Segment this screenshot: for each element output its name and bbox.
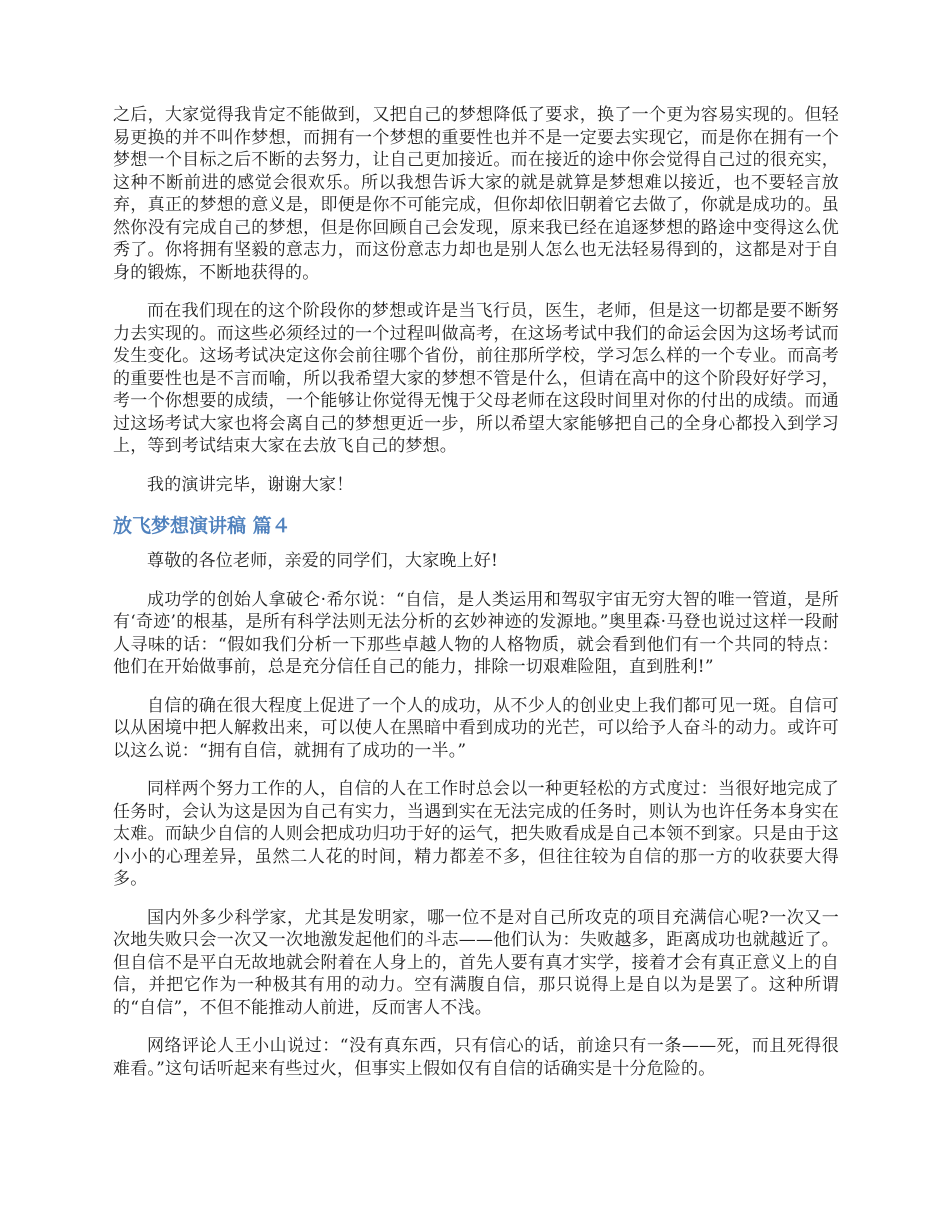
paragraph: 而在我们现在的这个阶段你的梦想或许是当飞行员，医生，老师，但是这一切都是要不断努力去实现的。而这些必须经过的一个过程叫做高考，在这场考试中我们的命运会因为这场考试而发生变化。这场考试决定这你会前往哪个省份，前往那所学校，学习怎么样的一个专业。而高考的重要性也是不言而喻，所以我希望大家的梦想不管是什么，但请在高中的这个阶段好好学习，考一个你想要的成绩，一个能够让你觉得无愧于父母老师在这段时间里对你的付出的成绩。而通过这场考试大家也将会离自己的梦想更近一步，所以希望大家能够把自己的全身心都投入到学习上，等到考试结束大家在去放飞自己的梦想。 <box>113 301 839 456</box>
paragraph: 之后，大家觉得我肯定不能做到，又把自己的梦想降低了要求，换了一个更为容易实现的。但轻易更换的并不叫作梦想，而拥有一个梦想的重要性也并不是一定要去实现它，而是你在拥有一个梦想一个目标之后不断的去努力，让自己更加接近。而在接近的途中你会觉得自己过的很充实，这种不断前进的感觉会很欢乐。所以我想告诉大家的就是就算是梦想难以接近，也不要轻言放弃，真正的梦想的意义是，即便是你不可能完成，但你却依旧朝着它去做了，你就是成功的。虽然你没有完成自己的梦想，但是你回顾自己会发现，原来我已经在追逐梦想的路途中变得这么优秀了。你将拥有坚毅的意志力，而这份意志力却也是别人怎么也无法轻易得到的，这都是对于自身的锻炼，不断地获得的。 <box>113 105 839 283</box>
paragraph: 成功学的创始人拿破仑·希尔说：“自信，是人类运用和驾驭宇宙无穷大智的唯一管道，是所有‘奇迹’的根基，是所有科学法则无法分析的玄妙神迹的发源地。”奥里森·马登也说过这样一段耐人寻味的话：“假如我们分析一下那些卓越人物的人格物质，就会看到他们有一个共同的特点：他们在开始做事前，总是充分信任自己的能力，排除一切艰难险阻，直到胜利!” <box>113 589 839 677</box>
closing-line: 我的演讲完毕，谢谢大家！ <box>147 474 354 495</box>
paragraph: 国内外多少科学家，尤其是发明家，哪一位不是对自己所攻克的项目充满信心呢?一次又一次地失败只会一次又一次地激发起他们的斗志——他们认为：失败越多，距离成功也就越近了。但自信不是平白无故地就会附着在人身上的，首先人要有真才实学，接着才会有真正意义上的自信，并把它作为一种极其有用的动力。空有满腹自信，那只说得上是自以为是罢了。这种所谓的“自信”，不但不能推动人前进，反而害人不浅。 <box>113 907 839 1018</box>
paragraph: 自信的确在很大程度上促进了一个人的成功，从不少人的创业史上我们都可见一斑。自信可以从困境中把人解救出来，可以使人在黑暗中看到成功的光芒，可以给予人奋斗的动力。或许可以这么说：“拥有自信，就拥有了成功的一半。” <box>113 695 839 761</box>
section-heading: 放飞梦想演讲稿 篇４ <box>113 515 291 537</box>
greeting-paragraph: 尊敬的各位老师，亲爱的同学们，大家晚上好! <box>147 551 499 571</box>
paragraph: 同样两个努力工作的人，自信的人在工作时总会以一种更轻松的方式度过：当很好地完成了任务时，会认为这是因为自己有实力，当遇到实在无法完成的任务时，则认为也许任务本身实在太难。而缺少自信的人则会把成功归功于好的运气，把失败看成是自己本领不到家。只是由于这小小的心理差异，虽然二人花的时间，精力都差不多，但往往较为自信的那一方的收获要大得多。 <box>113 779 839 889</box>
document-body <box>113 104 839 1096</box>
paragraph: 网络评论人王小山说过：“没有真东西，只有信心的话，前途只有一条——死，而且死得很难看。”这句话听起来有些过火，但事实上假如仅有自信的话确实是十分危险的。 <box>113 1036 839 1079</box>
